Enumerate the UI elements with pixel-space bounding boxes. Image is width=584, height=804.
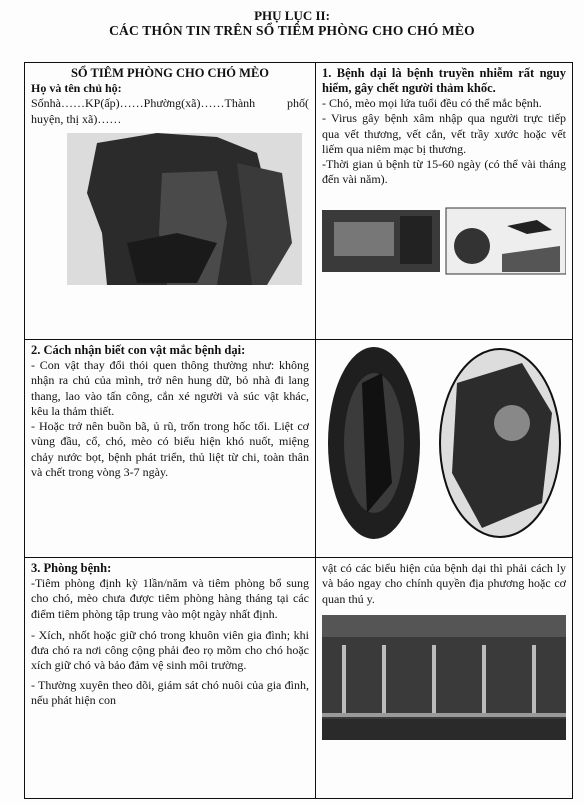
rabies-photos [322, 206, 566, 276]
cell-rabid-animal-photos [316, 340, 573, 558]
cell-prevention-continued [316, 558, 573, 799]
vaccination-photo [322, 615, 566, 740]
rabies-point-3: -Thời gian ủ bệnh từ 15-60 ngày (có thể vài tháng đến vài năm). [322, 157, 566, 187]
dog-photo [67, 133, 302, 285]
owner-label: Họ và tên chủ hộ: [31, 81, 122, 95]
rabies-point-2: - Virus gây bệnh xâm nhập qua người trực tiếp qua vết thương, vết cắn, vết trầy xước hoặc vết liếm qua niêm mạc bị thương. [322, 111, 566, 156]
page-header [0, 8, 584, 38]
prevention-continued-text: vật có các biểu hiện của bệnh dại thì phải cách ly và báo ngay cho chính quyền địa phương hoặc cơ quan thú y. [322, 561, 566, 606]
cell-vaccination-book [25, 63, 316, 340]
cell-recognize-rabid-animal [25, 340, 316, 558]
vaccination-image [322, 615, 566, 740]
oval-photos [322, 343, 566, 548]
info-table [24, 62, 573, 799]
book-title: SỔ TIÊM PHÒNG CHO CHÓ MÈO [70, 66, 270, 80]
recognize-point-2: - Hoặc trở nên buồn bã, ủ rũ, trốn trong hốc tối. Liệt cơ vùng đầu, cổ, chó, mèo có biểu hiện khó nuốt, miệng chảy nước bọt, bệnh phát triển, thủ liệt từ chi, toàn thân và chết trong vòng 3-7 ngày. [31, 419, 309, 480]
rabies-images [322, 206, 566, 276]
rabies-point-1: - Chó, mèo mọi lứa tuổi đều có thể mắc bệnh. [322, 96, 542, 110]
prevention-title: 3. Phòng bệnh: [31, 561, 112, 575]
rabid-animal-photos [322, 343, 566, 548]
recognize-title: 2. Cách nhận biết con vật mắc bệnh dại: [31, 343, 246, 357]
recognize-point-1: - Con vật thay đổi thói quen thông thường như: không nhận ra chủ của mình, trở nên hung dữ, bỏ nhà đi lang thang, lao vào tấn công, cắn xé người và súc vật khác, kêu la thảm thiết. [31, 358, 309, 418]
cell-rabies-danger [316, 63, 573, 340]
cell-prevention [25, 558, 316, 799]
rabies-danger-title: 1. Bệnh dại là bệnh truyền nhiễm rất nguy hiểm, gây chết người thảm khốc. [322, 66, 566, 95]
page-title: CÁC THÔN TIN TRÊN SỔ TIÊM PHÒNG CHO CHÓ MÈO [109, 23, 475, 38]
prevention-point-2: - Xích, nhốt hoặc giữ chó trong khuôn viên gia đình; khi đưa chó ra nơi công cộng phải đeo rọ mõm cho chó hoặc xích giữ chó và bảo đảm vệ sinh môi trường. [31, 627, 309, 673]
dog-image [67, 133, 302, 285]
appendix-label: PHỤ LỤC II: [254, 8, 330, 23]
owner-address: Sốnhà……KP(ấp)……Phường(xã)……Thành phố( huyện, thị xã)…… [31, 96, 309, 126]
prevention-point-3: - Thường xuyên theo dõi, giám sát chó nuôi của gia đình, nếu phát hiện con [31, 677, 309, 708]
prevention-point-1: -Tiêm phòng định kỳ 1lần/năm và tiêm phòng bổ sung cho chó, mèo chưa được tiêm phòng hàng tháng tại các điểm tiêm phòng tập trung vào một ngày nhất định. [31, 576, 309, 621]
